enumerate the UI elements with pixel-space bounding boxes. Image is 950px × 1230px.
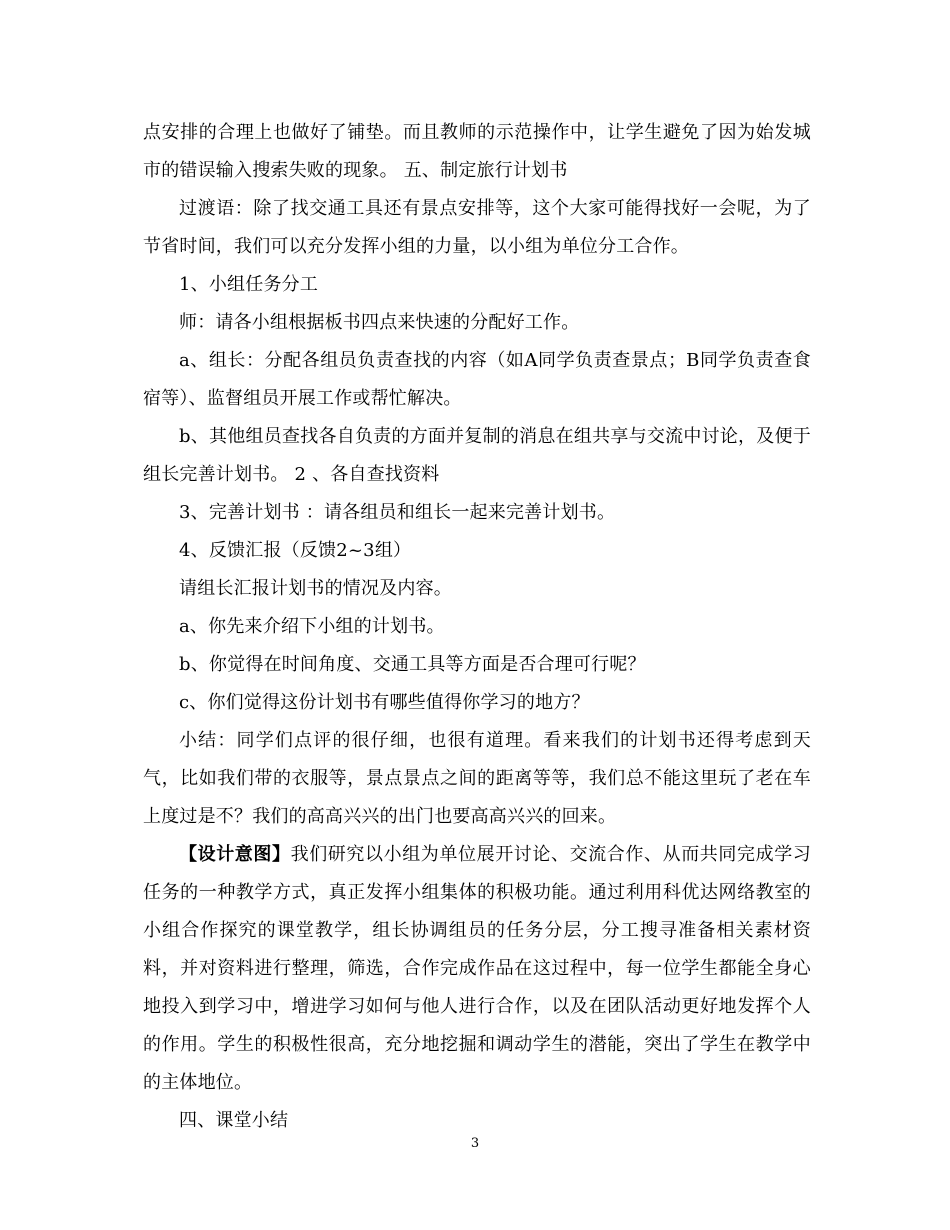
document-body bbox=[143, 114, 811, 1140]
paragraph: c、你们觉得这份计划书有哪些值得你学习的地方？ bbox=[179, 692, 590, 713]
paragraph: 过渡语：除了找交通工具还有景点安排等，这个大家可能得找好一会呢，为了节省时间，我们可以充分发挥小组的力量，以小组为单位分工合作。 bbox=[143, 198, 811, 257]
paragraph: 3、完善计划书 ：请各组员和组长一起来完善计划书。 bbox=[179, 502, 616, 523]
paragraph: a、组长：分配各组员负责查找的内容（如A同学负责查景点；B同学负责查食宿等）、监督组员开展工作或帮忙解决。 bbox=[143, 350, 811, 409]
paragraph: 师：请各小组根据板书四点来快速的分配好工作。 bbox=[179, 312, 580, 333]
summary-paragraph: 小结：同学们点评的很仔细，也很有道理。看来我们的计划书还得考虑到天气，比如我们带的衣服等，景点景点之间的距离等等，我们总不能这里玩了老在车上度过是不？我们的高高兴兴的出门也要高高兴兴的回来。 bbox=[143, 730, 811, 827]
paragraph: a、你先来介绍下小组的计划书。 bbox=[179, 616, 445, 637]
page-number: 3 bbox=[470, 1136, 480, 1151]
paragraph: 请组长汇报计划书的情况及内容。 bbox=[179, 578, 452, 599]
section-heading: 四、课堂小结 bbox=[179, 1110, 289, 1131]
paragraph: 1、小组任务分工 bbox=[179, 274, 319, 295]
design-intent-label: 【设计意图】 bbox=[179, 844, 291, 865]
paragraph: 4、反馈汇报（反馈2~3组） bbox=[179, 540, 412, 561]
paragraph: b、其他组员查找各自负责的方面并复制的消息在组共享与交流中讨论，及便于组长完善计划书。 2 、各自查找资料 bbox=[143, 426, 811, 485]
paragraph: 点安排的合理上也做好了铺垫。而且教师的示范操作中，让学生避免了因为始发城市的错误输入搜索失败的现象。 五、制定旅行计划书 bbox=[143, 122, 811, 181]
design-intent-paragraph bbox=[143, 836, 811, 1102]
design-intent-text: 我们研究以小组为单位展开讨论、交流合作、从而共同完成学习任务的一种教学方式，真正发挥小组集体的积极功能。通过利用科优达网络教室的小组合作探究的课堂教学，组长协调组员的任务分层，分工搜寻准备相关素材资料，并对资料进行整理，筛选，合作完成作品在这过程中，每一位学生都能全身心地投入到学习中，增进学习如何与他人进行合作，以及在团队活动更好地发挥个人的作用。学生的积极性很高，充分地挖掘和调动学生的潜能，突出了学生在教学中的主体地位。 bbox=[143, 844, 811, 1093]
paragraph: b、你觉得在时间角度、交通工具等方面是否合理可行呢？ bbox=[179, 654, 646, 675]
